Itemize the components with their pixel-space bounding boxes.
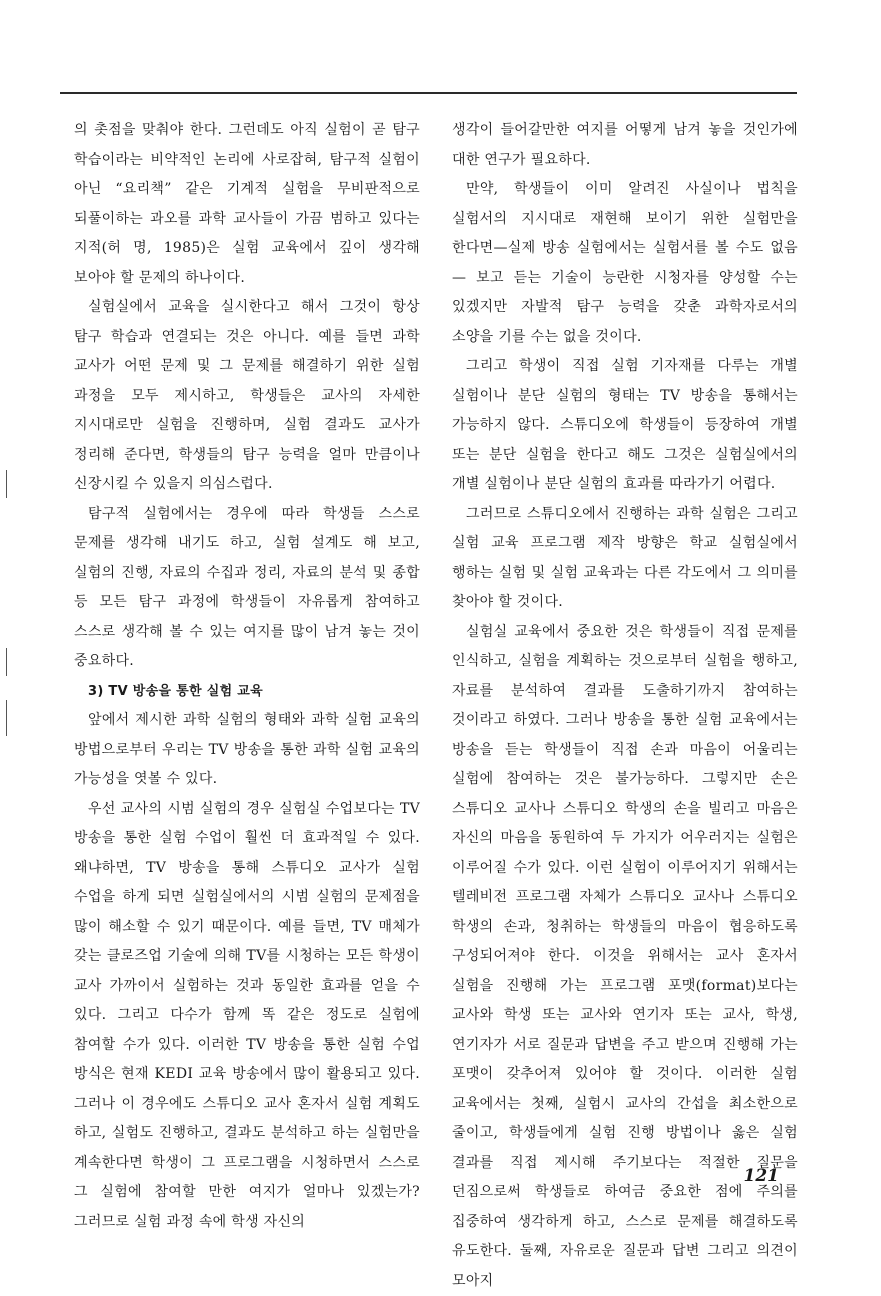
margin-mark: [6, 470, 7, 498]
paragraph: 생각이 들어갈만한 여지를 어떻게 남겨 놓을 것인가에 대한 연구가 필요하다.: [452, 116, 798, 175]
paragraph: 탐구적 실험에서는 경우에 따라 학생들 스스로 문제를 생각해 내기도 하고, 실험 설계도 해 보고, 실험의 진행, 자료의 수집과 정리, 자료의 분석 및 종합 등 모든 탐구 과정에 학생들이 자유롭게 참여하고 스스로 생각해 볼 수 있는 여지를 많이 남겨 놓는 것이 중요하다.: [74, 500, 420, 677]
right-column: [452, 116, 798, 1296]
section-heading: 3) TV 방송을 통한 실험 교육: [74, 677, 420, 707]
paragraph: 실험실 교육에서 중요한 것은 학생들이 직접 문제를 인식하고, 실험을 계획하는 것으로부터 실험을 행하고, 자료를 분석하여 결과를 도출하기까지 참여하는 것이라고 하였다. 그러나 방송을 통한 실험 교육에서는 방송을 듣는 학생들이 직접 손과 마음이 어울리는 실험에 참여하는 것은 불가능하다. 그렇지만 손은 스튜디오 교사나 스튜디오 학생의 손을 빌리고 마음은 자신의 마음을 동원하여 두 가지가 어우러지는 실험은 이루어질 수가 있다. 이런 실험이 이루어지기 위해서는 텔레비전 프로그램 자체가 스튜디오 교사나 스튜디오 학생의 손과, 청취하는 학생들의 마음이 협응하도록 구성되어져야 한다. 이것을 위해서는 교사 혼자서 실험을 진행해 가는 프로그램 포맷(format)보다는 교사와 학생 또는 교사와 연기자 또는 교사, 학생, 연기자가 서로 질문과 답변을 주고 받으며 진행해 가는 포맷이 갖추어져 있어야 할 것이다. 이러한 실험 교육에서는 첫째, 실험시 교사의 간섭을 최소한으로 줄이고, 학생들에게 실험 진행 방법이나 옳은 실험 결과를 직접 제시해 주기보다는 적절한 질문을 던짐으로써 학생들로 하여금 중요한 점에 주의를 집중하여 생각하게 하고, 스스로 문제를 해결하도록 유도한다. 둘째, 자유로운 질문과 답변 그리고 의견이 모아지: [452, 618, 798, 1296]
page-number: 121: [744, 1166, 780, 1186]
paragraph: 앞에서 제시한 과학 실험의 형태와 과학 실험 교육의 방법으로부터 우리는 TV 방송을 통한 과학 실험 교육의 가능성을 엿볼 수 있다.: [74, 706, 420, 795]
paragraph: 의 촛점을 맞춰야 한다. 그런데도 아직 실험이 곧 탐구 학습이라는 비약적인 논리에 사로잡혀, 탐구적 실험이 아닌 “요리책” 같은 기계적 실험을 무비판적으로 되풀이하는 과오를 과학 교사들이 가끔 범하고 있다는 지적(허 명, 1985)은 실험 교육에서 깊이 생각해 보아야 할 문제의 하나이다.: [74, 116, 420, 293]
paragraph: 실험실에서 교육을 실시한다고 해서 그것이 항상 탐구 학습과 연결되는 것은 아니다. 예를 들면 과학 교사가 어떤 문제 및 그 문제를 해결하기 위한 실험 과정을 모두 제시하고, 학생들은 교사의 자세한 지시대로만 실험을 진행하며, 실험 결과도 교사가 정리해 준다면, 학생들의 탐구 능력을 얼마 만큼이나 신장시킬 수 있을지 의심스럽다.: [74, 293, 420, 500]
margin-mark: [6, 700, 7, 736]
paragraph: 우선 교사의 시범 실험의 경우 실험실 수업보다는 TV 방송을 통한 실험 수업이 훨씬 더 효과적일 수 있다. 왜냐하면, TV 방송을 통해 스튜디오 교사가 실험 수업을 하게 되면 실험실에서의 시범 실험의 문제점을 많이 해소할 수 있기 때문이다. 예를 들면, TV 매체가 갖는 클로즈업 기술에 의해 TV를 시청하는 모든 학생이 교사 가까이서 실험하는 것과 동일한 효과를 얻을 수 있다. 그리고 다수가 함께 똑 같은 정도로 실험에 참여할 수가 있다. 이러한 TV 방송을 통한 실험 수업 방식은 현재 KEDI 교육 방송에서 많이 활용되고 있다. 그러나 이 경우에도 스튜디오 교사 혼자서 실험 계획도 하고, 실험도 진행하고, 결과도 분석하고 하는 실험만을 계속한다면 학생이 그 프로그램을 시청하면서 스스로 그 실험에 참여할 만한 여지가 얼마나 있겠는가? 그러므로 실험 과정 속에 학생 자신의: [74, 795, 420, 1238]
paragraph: 그러므로 스튜디오에서 진행하는 과학 실험은 그리고 실험 교육 프로그램 제작 방향은 학교 실험실에서 행하는 실험 및 실험 교육과는 다른 각도에서 그 의미를 찾아야 할 것이다.: [452, 500, 798, 618]
paragraph: 만약, 학생들이 이미 알려진 사실이나 법칙을 실험서의 지시대로 재현해 보이기 위한 실험만을 한다면—실제 방송 실험에서는 실험서를 볼 수도 없음— 보고 듣는 기술이 능란한 시청자를 양성할 수는 있겠지만 자발적 탐구 능력을 갖춘 과학자로서의 소양을 기를 수는 없을 것이다.: [452, 175, 798, 352]
margin-mark: [6, 648, 7, 676]
paragraph: 그리고 학생이 직접 실험 기자재를 다루는 개별 실험이나 분단 실험의 형태는 TV 방송을 통해서는 가능하지 않다. 스튜디오에 학생들이 등장하여 개별 또는 분단 실험을 한다고 해도 그것은 실험실에서의 개별 실험이나 분단 실험의 효과를 따라가기 어렵다.: [452, 352, 798, 500]
header-rule: [60, 92, 797, 94]
left-column: [74, 116, 420, 1237]
